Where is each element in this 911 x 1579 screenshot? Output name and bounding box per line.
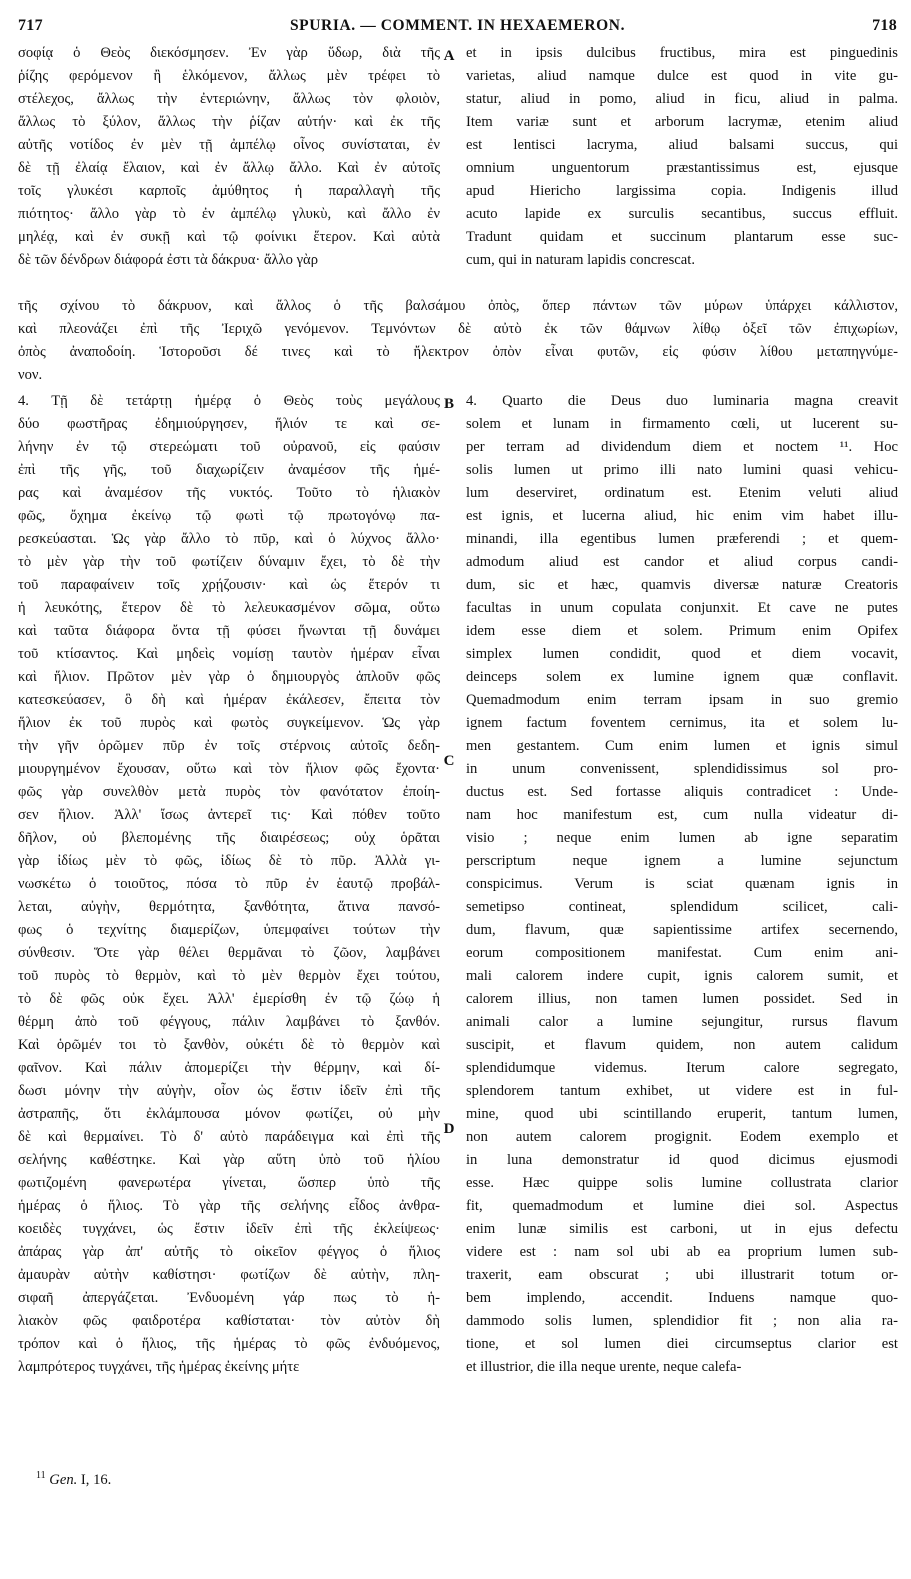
text-line: σιφαῆ ἀπεργάζεται. Ἐνδυομένη γάρ πως τὸ ἡ-: [18, 1290, 440, 1306]
text-line: Καὶ ὁρῶμέν τοι τὸ ξανθὸν, οὐκέτι δὲ τὸ θερμὸν καὶ: [18, 1037, 440, 1053]
text-line: statur, aliud in pomo, aliud in ficu, aliud in palma.: [466, 91, 898, 107]
text-line: fit, quemadmodum et lumine diei sol. Aspectus: [466, 1198, 898, 1214]
text-line: dum, sic et hæc, quamvis diversæ naturæ Creatoris: [466, 577, 898, 593]
greek-full-width-passage: [18, 295, 898, 387]
text-line: πιότητος· ἄλλο γὰρ τὸ ἐν ἀμπέλῳ γλυκὺ, καὶ ἄλλο ἐν: [18, 206, 440, 222]
running-title: SPURIA. — COMMENT. IN HEXAEMERON.: [289, 17, 626, 34]
text-line: lum deserviret, ordinatum est. Etenim veluti aliud: [466, 485, 898, 501]
text-line: ἄλλως τὸ ξύλον, ἄλλως τὴν ῥίζαν αὐτήν· καὶ ἐκ τῆς: [18, 114, 440, 130]
text-line: est lentisci lacryma, aliud balsami succus, qui: [466, 137, 898, 153]
text-line: nam hoc manifestum est, cum nulla videatur di-: [466, 807, 898, 823]
text-line: minandi, illa egentibus lumen præferendi ; et quem-: [466, 531, 898, 547]
text-line: δὲ καὶ θερμαίνει. Τὸ δ' αὐτὸ παράδειγμα καὶ ἐπὶ τῆς: [18, 1129, 440, 1145]
text-line: ῥίζης φερόμενον ἢ ἑλκόμενον, ἄλλως μὲν τρέφει τὸ: [18, 68, 440, 84]
text-line: δὲ τῇ ἐλαίᾳ ἔλαιον, καὶ ἐν ἄλλῳ ἄλλο. Καὶ ἐν αὐτοῖς: [18, 160, 440, 176]
text-line: Item variæ sunt et arborum lacrymæ, etenim aliud: [466, 114, 898, 130]
latin-column-section-4: [466, 390, 898, 1379]
margin-marker-d: D: [443, 1121, 455, 1137]
text-line: τοῦ πυρὸς τὸ θερμὸν, καὶ τὸ μὲν θερμὸν ἔχει τούτου,: [18, 968, 440, 984]
text-line: νωσκέτω ὁ τοιοῦτος, πόσα τὸ πῦρ ἐν ἑαυτῷ προβάλ-: [18, 876, 440, 892]
text-line: μιουργημένον ἔχουσαν, οὕτω καὶ τὸν ἥλιον φῶς ἔχοντα·: [18, 761, 440, 777]
text-line: suscipit, et flavum quidem, non autem calidum: [466, 1037, 898, 1053]
text-line: σοφίᾳ ὁ Θεὸς διεκόσμησεν. Ἐν γὰρ ὕδωρ, διὰ τῆς: [18, 45, 440, 61]
text-line: φωτιζομένη φανερωτέρα γίνεται, ὥσπερ ὑπὸ τῆς: [18, 1175, 440, 1191]
text-line: καὶ ταῦτα διάφορα ὄντα τῇ φύσει ἥνωνται τῇ δυνάμει: [18, 623, 440, 639]
text-line: Quemadmodum enim terram ipsam in suo gremio: [466, 692, 898, 708]
text-line: σελήνης καθέστηκε. Καὶ γὰρ αὕτη ὑπὸ τοῦ ἡλίου: [18, 1152, 440, 1168]
text-line: facultas in unum copulata conjunxit. Et cave ne putes: [466, 600, 898, 616]
text-line: splendidumque videmus. Iterum calore segregato,: [466, 1060, 898, 1076]
text-line: ἀμαυρὰν αὐτὴν καθίστησι· φωτίζων δὲ αὐτὴν, πλη-: [18, 1267, 440, 1283]
margin-marker-c: C: [443, 753, 455, 769]
text-line: solem et lunam in firmamento cœli, ut lucerent su-: [466, 416, 898, 432]
greek-column-top: [18, 42, 440, 272]
text-line: admodum aliud est candor et aliud corpus candi-: [466, 554, 898, 570]
text-line: eorum compositionem manifestat. Cum enim ani-: [466, 945, 898, 961]
text-line: τὸ δὲ φῶς οὐκ ἔχει. Ἀλλ' ἐμερίσθη ἐν τῷ ζώῳ ἡ: [18, 991, 440, 1007]
text-line: et illustrior, die illa neque urente, neque calefa-: [466, 1359, 742, 1375]
text-line: λεται, αὐγὴν, θερμότητα, ξανθότητα, ἅτινα πανσό-: [18, 899, 440, 915]
margin-marker-b: B: [443, 396, 454, 412]
text-line: ductus est. Sed fortasse aliquis contradicet : Unde-: [466, 784, 898, 800]
text-line: men gestantem. Cum enim lumen et ignis simul: [466, 738, 898, 754]
text-line: δύο φωστῆρας ἐδημιούργησεν, ἥλιόν τε καὶ σε-: [18, 416, 440, 432]
text-line: cum, qui in naturam lapidis concrescat.: [466, 252, 695, 268]
text-line: ἥλιον ἐκ τοῦ πυρὸς καὶ φωτὸς συγκείμενον. Ὡς γὰρ: [18, 715, 440, 731]
text-line: θέρμη ἀπὸ τοῦ φέγγους, πάλιν λαμβάνει τὸ ξανθόν.: [18, 1014, 440, 1030]
text-line: et in ipsis dulcibus fructibus, mira est pinguedinis: [466, 45, 898, 61]
text-line: λιακὸν φῶς φαιδροτέρα καθίσταται· τὸν αὐτὸν δὴ: [18, 1313, 440, 1329]
text-line: μηλέᾳ, καὶ ἐν συκῇ καὶ τῷ φοίνικι ἕτερον. Καὶ αὐτὰ: [18, 229, 440, 245]
text-line: δῆλον, οὐ βλεπομένης τῆς διαιρέσεως; οὐχ ὁρᾶται: [18, 830, 440, 846]
text-line: τοῦ κτίσαντος. Καὶ μηδεὶς νομίσῃ ταυτὸν ἡμέραν εἶναι: [18, 646, 440, 662]
text-line: in unum convenissent, splendidissimus sol pro-: [466, 761, 898, 777]
text-line: in luna demonstratur id quod dicimus ejusmodi: [466, 1152, 898, 1168]
text-line: tione, et sol lumen diei circumseptus clarior est: [466, 1336, 898, 1352]
text-line: idem esse diem et solem. Primum enim Opifex: [466, 623, 898, 639]
text-line: φῶς, ὄχημα ἐκείνῳ τῷ φωτὶ τῷ πρωτογόνῳ πα-: [18, 508, 440, 524]
text-line: solis lumen ut primo illi nato lumini quasi vehicu-: [466, 462, 898, 478]
text-line: apud Hiericho largissima copia. Indigenis illud: [466, 183, 898, 199]
text-line: semetipso contineat, splendidum scilicet, cali-: [466, 899, 898, 915]
text-line: στέλεχος, ἄλλως τὴν ἐντεριώνην, ἄλλως τὸν φλοιὸν,: [18, 91, 440, 107]
text-line: ἀστραπῆς, ὅτι ἐκλάμπουσα μόνον φωτίζει, οὐ μὴν: [18, 1106, 440, 1122]
text-line: animali calor a lumine sejungitur, rursus flavum: [466, 1014, 898, 1030]
text-line: ἀπάρας γὰρ ἀπ' αὐτῆς τὸ οἰκεῖον φέγγος ὁ ἥλιος: [18, 1244, 440, 1260]
page-header: [18, 14, 897, 38]
latin-column-top: [466, 42, 898, 272]
right-page-number: 718: [872, 17, 897, 34]
text-line: τὴν γῆν ὁρῶμεν πῦρ ἐν τοῖς στέρνοις αὐτοῖς δεδη-: [18, 738, 440, 754]
text-line: καὶ πλεονάζει ἐπὶ τῆς Ἰεριχῶ γενόμενον. Τεμνόντων δὲ αὐτὸ ἐκ τῶν θάμνων λίθῳ ὀξεῖ τῶν ἐπιχωρίων,: [18, 321, 898, 337]
text-line: 4. Quarto die Deus duo luminaria magna creavit: [466, 393, 898, 409]
greek-column-section-4: [18, 390, 440, 1379]
text-line: enim lunæ similis est carboni, ut in ejus defectu: [466, 1221, 898, 1237]
left-page-number: 717: [18, 17, 43, 34]
text-line: dum, flavum, quæ sapientissime artifex secernendo,: [466, 922, 898, 938]
footnote-number: 11: [36, 1470, 46, 1481]
text-line: τῆς σχίνου τὸ δάκρυον, καὶ ἄλλος ὁ τῆς βαλσάμου ὀπὸς, ὅπερ πάντων τῶν μύρων ὑπάρχει κάλλιστον,: [18, 298, 898, 314]
text-line: αὐτῆς νοτίδος ἐν μὲν τῇ ἀμπέλῳ οἶνος συνίσταται, ἐν: [18, 137, 440, 153]
text-line: τρόπον καὶ ὁ ἥλιος, τῆς ἡμέρας τὸ φῶς ἐνδυόμενος,: [18, 1336, 440, 1352]
margin-marker-a: A: [443, 48, 455, 64]
text-line: γὰρ ἰδίως μὲν τὸ φῶς, ἰδίως δὲ τὸ πῦρ. Ἀλλὰ γι-: [18, 853, 440, 869]
text-line: omnium unguentorum præstantissimus est, ejusque: [466, 160, 898, 176]
text-line: λήνην ἐν τῷ στερεώματι τοῦ οὐρανοῦ, εἰς φαύσιν: [18, 439, 440, 455]
text-line: est ignis, et lucerna aliud, hic enim vim habet illu-: [466, 508, 898, 524]
text-line: σύνθεσιν. Ὅτε γὰρ θέλει θερμᾶναι τὸ ζῶον, λαμβάνει: [18, 945, 440, 961]
text-line: mine, quod ubi scintillando eruperit, tantum lumen,: [466, 1106, 898, 1122]
text-line: τὸ μὲν γὰρ τὴν τοῦ φωτίζειν δύναμιν ἔχει, τὸ δὲ τὴν: [18, 554, 440, 570]
text-line: δωσι μόνην τὴν αὐγὴν, οἷον ὡς ἔστιν ἰδεῖν ἐπὶ τῆς: [18, 1083, 440, 1099]
text-line: conspicimus. Verum is sciat quænam ignis in: [466, 876, 898, 892]
text-line: λαμπρότερος τυγχάνει, τῆς ἡμέρας ἐκείνης μήτε: [18, 1359, 300, 1375]
text-line: acuto lapide ex surculis secantibus, succus effluit.: [466, 206, 898, 222]
text-line: deinceps solem ex lumine ignem quæ conflavit.: [466, 669, 898, 685]
text-line: ignem factum foventem cernimus, ita et solem lu-: [466, 715, 898, 731]
text-line: ἡμέρας ὁ ἥλιος. Τὸ γὰρ τῆς σελήνης εἶδος ἀνθρα-: [18, 1198, 440, 1214]
text-line: videre est : nam sol ubi ab ea proprium lumen sub-: [466, 1244, 898, 1260]
text-line: ὀπὸς ἀναποδοίη. Ἱστοροῦσι δέ τινες καὶ τὸ ἤλεκτρον ὀπὸν εἶναι φυτῶν, εἰς φύσιν λίθου μεταπηγνύμε-: [18, 344, 898, 360]
text-line: mali calorem indere cupit, ignis calorem sumit, et: [466, 968, 898, 984]
text-line: dammodo solis lumen, splendidior fit ; non alia ra-: [466, 1313, 898, 1329]
text-line: bem implendo, accendit. Induens namque quo-: [466, 1290, 898, 1306]
text-line: esse. Hæc quippe solis lumine collustrata clarior: [466, 1175, 898, 1191]
text-line: ρεσκεύασται. Ὡς γὰρ ἄλλο τὸ πῦρ, καὶ ὁ λύχνος ἄλλο·: [18, 531, 440, 547]
text-line: varietas, aliud namque dulce est quod in vite gu-: [466, 68, 898, 84]
footnote-reference: Gen.: [49, 1471, 78, 1488]
text-line: φαῖνον. Καὶ πάλιν ἀπομερίζει τὴν θέρμην, καὶ δί-: [18, 1060, 440, 1076]
footnote: [36, 1470, 111, 1489]
text-line: τοῖς γλυκέσι καρποῖς ἀμύθητος ἡ παραλλαγὴ τῆς: [18, 183, 440, 199]
text-line: κατεσκεύασεν, ὃ δὴ καὶ ἡμέραν ἐκάλεσεν, ἔπειτα τὸν: [18, 692, 440, 708]
text-line: καὶ ἥλιον. Πρῶτον μὲν γὰρ ὁ δημιουργὸς ἁπλοῦν φῶς: [18, 669, 440, 685]
text-line: ἐπὶ τῆς γῆς, τοῦ διαχωρίζειν ἀναμέσον τῆς ἡμέ-: [18, 462, 440, 478]
text-line: φῶς γὰρ συνελθὸν μετὰ πυρὸς τὸν φανότατον ἐποίη-: [18, 784, 440, 800]
text-line: δὲ τῶν δένδρων διάφορά ἐστι τὰ δάκρυα· ἄλλο γὰρ: [18, 252, 318, 268]
text-line: simplex lumen condidit, quod et diem vocavit,: [466, 646, 898, 662]
text-line: τοῦ παραφαίνειν τοῖς χρῄζουσιν· καὶ ὡς ἕτερόν τι: [18, 577, 440, 593]
text-line: 4. Τῇ δὲ τετάρτῃ ἡμέρᾳ ὁ Θεὸς τοὺς μεγάλους: [18, 393, 440, 409]
text-line: κοειδὲς τυγχάνει, ὡς ἔστιν ἰδεῖν ἐπὶ τῆς ἐκλείψεως·: [18, 1221, 440, 1237]
text-line: νον.: [18, 367, 43, 383]
footnote-location: I, 16.: [80, 1471, 112, 1488]
text-line: σεν ἥλιον. Ἀλλ' ἴσως ἀντερεῖ τις· Καὶ πόθεν τοῦτο: [18, 807, 440, 823]
text-line: non autem calorem progignit. Eodem exemplo et: [466, 1129, 898, 1145]
text-line: ρας καὶ ἀναμέσον τῆς νυκτός. Τοῦτο τὸ ἡλιακὸν: [18, 485, 440, 501]
text-line: traxerit, eam obscurat ; ubi illustrarit totum or-: [466, 1267, 898, 1283]
text-line: visio ; neque enim lumen ab igne separatim: [466, 830, 898, 846]
text-line: splendorem tantum exhibet, ut videre est in ful-: [466, 1083, 898, 1099]
text-line: per terram ad dividendum diem et noctem ¹¹. Hoc: [466, 439, 898, 455]
text-line: φως ὁ τεχνίτης διαμερίζων, ὑπεμφαίνει τούτων τὴν: [18, 922, 440, 938]
text-line: calorem illius, non tamen lumen possidet. Sed in: [466, 991, 898, 1007]
text-line: perscriptum neque ignem a lumine sejunctum: [466, 853, 898, 869]
text-line: Tradunt quidam et succinum plantarum esse suc-: [466, 229, 898, 245]
text-line: ἡ λευκότης, ἕτερον δὲ τὸ λελευκασμένον σῶμα, οὕτω: [18, 600, 440, 616]
